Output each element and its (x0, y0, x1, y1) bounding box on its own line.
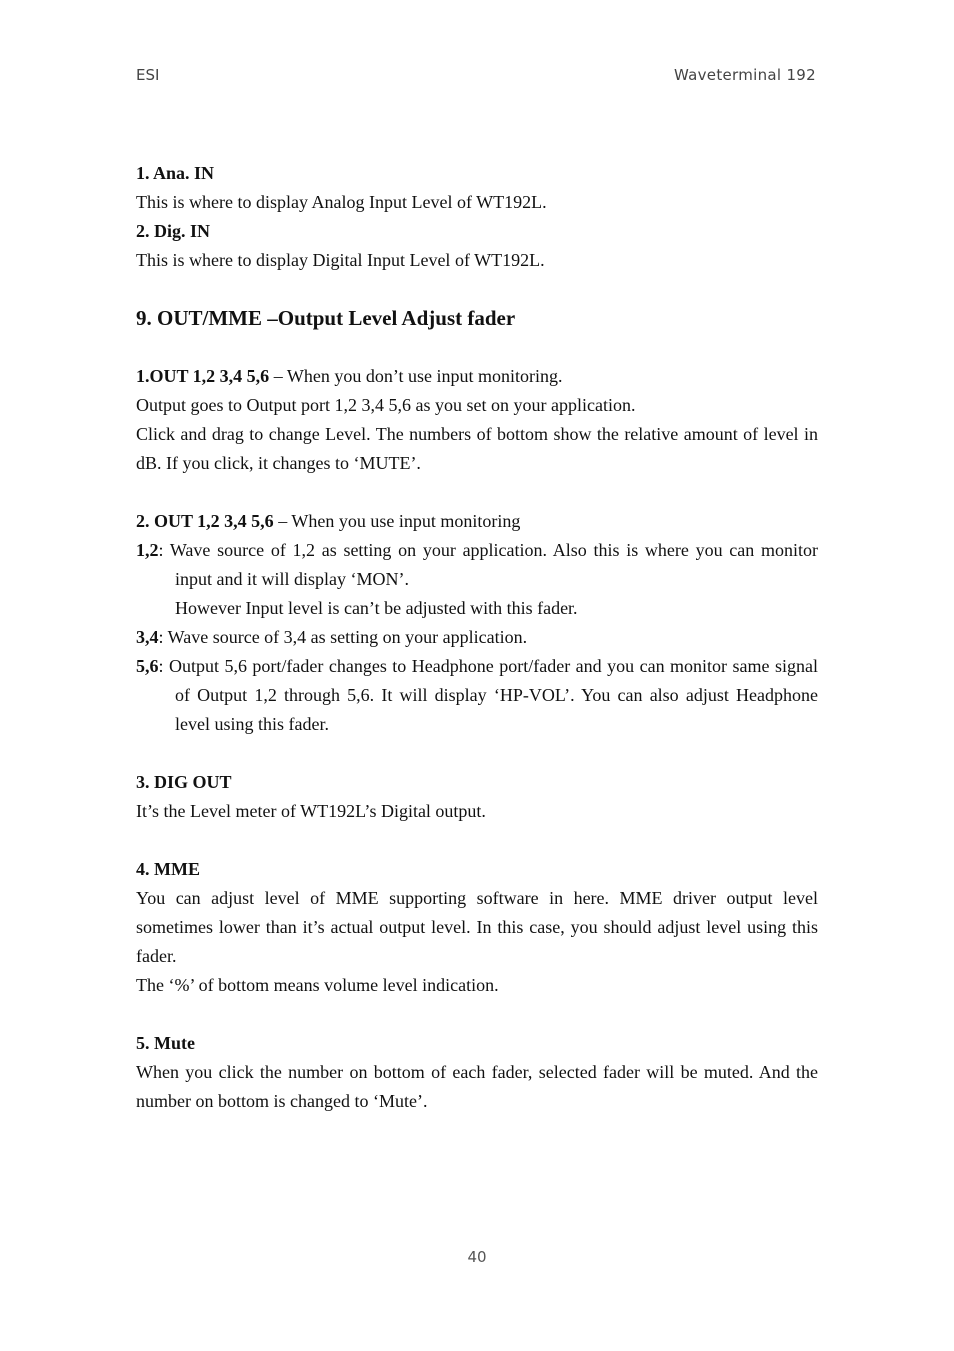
pair-34-label: 3,4 (136, 627, 159, 647)
dig-out-text: It’s the Level meter of WT192L’s Digital output. (136, 801, 486, 821)
spacer (136, 478, 818, 507)
mute-text: When you click the number on bottom of each fader, selected fader will be muted. And the number on bottom is changed to ‘Mute’. (136, 1062, 818, 1111)
ana-in-title: 1. Ana. IN (136, 163, 215, 183)
spacer (136, 333, 818, 362)
page-body (136, 159, 818, 1116)
out-item-1-line3: Click and drag to change Level. The numbers of bottom show the relative amount of level in dB. If you click, it changes to ‘MUTE’. (136, 424, 818, 473)
mute-title: 5. Mute (136, 1033, 195, 1053)
out-item-1-title: 1.OUT 1,2 3,4 5,6 (136, 366, 270, 386)
spacer (136, 275, 818, 304)
out-item-2-title-line (136, 507, 818, 536)
out-item-1-title-rest: – When you don’t use input monitoring. (269, 366, 563, 386)
pair-56-text: : Output 5,6 port/fader changes to Headphone port/fader and you can monitor same signal of Output 1,2 through 5,6. It will display ‘HP-VOL’. You can also adjust Headphone level using this fader. (158, 656, 818, 734)
pair-12-label: 1,2 (136, 540, 159, 560)
mme-text: You can adjust level of MME supporting software in here. MME driver output level sometimes lower than it’s actual output level. In this case, you should adjust level using this fader. (136, 888, 818, 966)
out-item-2-title-rest: – When you use input monitoring (273, 511, 521, 531)
out-item-2-pair-12 (136, 536, 818, 594)
spacer (136, 739, 818, 768)
ana-in-text: This is where to display Analog Input Level of WT192L. (136, 192, 547, 212)
section-heading: 9. OUT/MME –Output Level Adjust fader (136, 306, 516, 330)
dig-in-text: This is where to display Digital Input Level of WT192L. (136, 250, 545, 270)
header-product: Waveterminal 192 (673, 66, 816, 84)
out-item-1-title-line (136, 362, 818, 391)
pair-12-sub: However Input level is can’t be adjusted with this fader. (175, 598, 578, 618)
header-company: ESI (136, 66, 160, 84)
mme-text-2: The ‘%’ of bottom means volume level indication. (136, 975, 499, 995)
page-number: 40 (467, 1248, 487, 1266)
out-item-2-pair-56 (136, 652, 818, 739)
spacer (136, 1000, 818, 1029)
out-item-2-pair-34 (136, 623, 818, 652)
pair-34-text: : Wave source of 3,4 as setting on your application. (158, 627, 528, 647)
mme-title: 4. MME (136, 859, 200, 879)
out-item-2-title: 2. OUT 1,2 3,4 5,6 (136, 511, 274, 531)
dig-out-title: 3. DIG OUT (136, 772, 232, 792)
spacer (136, 826, 818, 855)
pair-56-label: 5,6 (136, 656, 159, 676)
out-item-1-line2: Output goes to Output port 1,2 3,4 5,6 as you set on your application. (136, 395, 636, 415)
page-header (136, 66, 816, 90)
pair-12-text: : Wave source of 1,2 as setting on your application. Also this is where you can monitor input and it will display ‘MON’. (158, 540, 818, 589)
dig-in-title: 2. Dig. IN (136, 221, 211, 241)
